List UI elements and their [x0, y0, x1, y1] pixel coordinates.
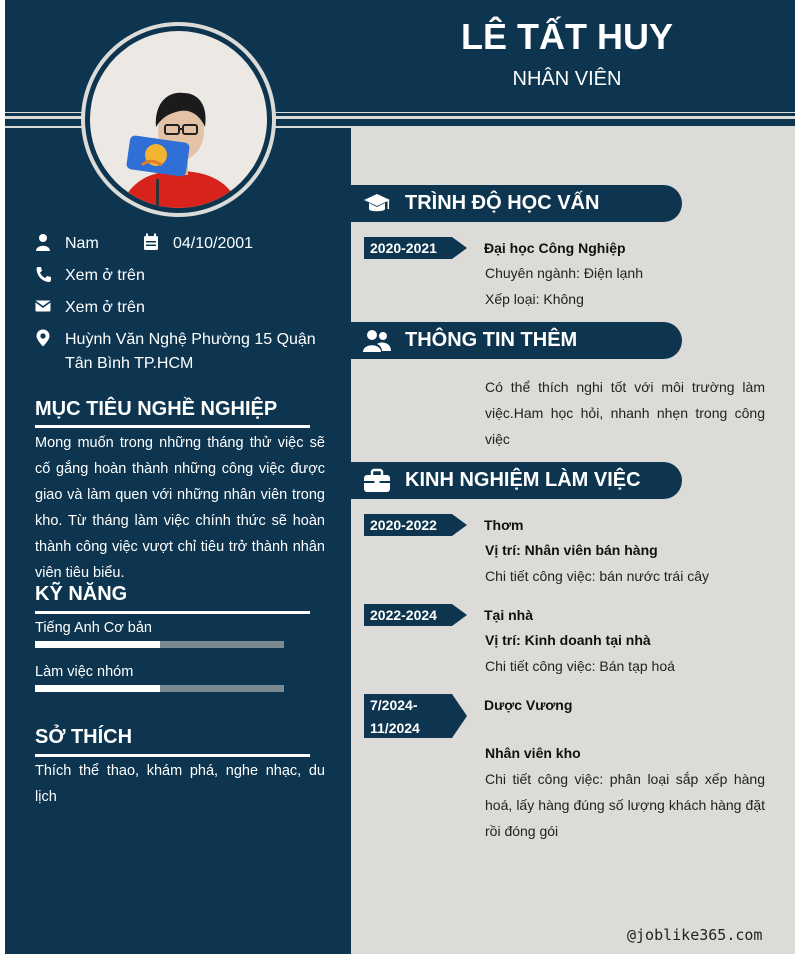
- cv-page: [5, 0, 795, 954]
- job-date-end: 11/2024: [370, 720, 420, 736]
- address-value: Huỳnh Văn Nghệ Phường 15 Quận Tân Bình TP.HCM: [65, 331, 316, 372]
- avatar-frame: [81, 22, 276, 217]
- education-school: Đại học Công Nghiệp: [484, 240, 626, 256]
- objective-heading: MỤC TIÊU NGHỀ NGHIỆP: [35, 398, 278, 420]
- job-detail: Chi tiết công việc: Bán tạp hoá: [485, 658, 675, 674]
- job-position: Vị trí: Nhân viên bán hàng: [485, 542, 658, 558]
- avatar: [90, 31, 267, 208]
- skill-bar: [35, 641, 284, 648]
- person-icon: [35, 233, 51, 251]
- objective-text: Mong muốn trong những tháng thử việc sẽ cố gắng hoàn thành những công việc được giao và làm quen với những nhân viên trong kho. Từ tháng làm việc chính thức sẽ hoàn thành công việc vượt chỉ tiêu trở thành nhân viên tiêu biểu.: [35, 435, 325, 581]
- users-icon: [363, 328, 391, 354]
- skill-fill: [35, 641, 160, 648]
- phone-icon: [35, 265, 51, 283]
- hobbies-divider: [35, 754, 310, 757]
- phone-value: Xem ở trên: [65, 267, 145, 284]
- extra-info-heading: THÔNG TIN THÊM: [405, 329, 578, 351]
- phone-row: [35, 264, 145, 288]
- job-detail: Chi tiết công việc: phân loại sắp xếp hàng hoá, lấy hàng đúng số lượng khách hàng đặt rồi đóng gói: [485, 771, 765, 839]
- birthdate-value: 04/10/2001: [173, 235, 254, 252]
- experience-banner: [351, 462, 682, 499]
- calendar-icon: [143, 233, 159, 251]
- email-row: [35, 296, 145, 320]
- objective-divider: [35, 425, 310, 428]
- candidate-name: LÊ TẤT HUY: [461, 16, 673, 57]
- skill-label: Tiếng Anh Cơ bản: [35, 620, 152, 636]
- skill-bar: [35, 685, 284, 692]
- hobbies-text: Thích thể thao, khám phá, nghe nhạc, du lịch: [35, 763, 325, 805]
- job-position: Nhân viên kho: [485, 745, 581, 761]
- extra-info-banner: [351, 322, 682, 359]
- extra-info-text: Có thể thích nghi tốt với môi trường làm việc.Ham học hỏi, nhanh nhẹn trong công việc: [485, 379, 765, 447]
- profile-photo: [90, 31, 267, 208]
- email-value: Xem ở trên: [65, 299, 145, 316]
- skills-heading: KỸ NĂNG: [35, 583, 128, 605]
- envelope-icon: [35, 297, 51, 315]
- education-date: 2020-2021: [370, 240, 437, 256]
- graduation-cap-icon: [363, 191, 391, 217]
- gender-row: [35, 232, 99, 256]
- education-grade: Xếp loại: Không: [485, 291, 584, 307]
- address-row: [35, 328, 325, 376]
- job-date-start: 7/2024-: [370, 697, 418, 713]
- job-detail: Chi tiết công việc: bán nước trái cây: [485, 568, 709, 584]
- skills-divider: [35, 611, 310, 614]
- education-banner: [351, 185, 682, 222]
- watermark: @joblike365.com: [627, 926, 763, 944]
- hobbies-heading: SỞ THÍCH: [35, 726, 133, 748]
- skill-label: Làm việc nhóm: [35, 664, 134, 680]
- gender-value: Nam: [65, 235, 99, 252]
- candidate-job-title: NHÂN VIÊN: [512, 68, 622, 90]
- location-pin-icon: [35, 329, 51, 347]
- skill-fill: [35, 685, 160, 692]
- education-heading: TRÌNH ĐỘ HỌC VẤN: [405, 192, 600, 214]
- experience-heading: KINH NGHIỆM LÀM VIỆC: [405, 469, 641, 491]
- job-company: Dược Vương: [484, 697, 573, 713]
- job-company: Thơm: [484, 517, 524, 533]
- job-company: Tại nhà: [484, 607, 534, 623]
- birthdate-row: [143, 232, 253, 256]
- briefcase-icon: [363, 468, 391, 494]
- job-date: 2020-2022: [370, 517, 437, 533]
- job-position: Vị trí: Kinh doanh tại nhà: [485, 632, 651, 648]
- education-major: Chuyên ngành: Điện lạnh: [485, 265, 644, 281]
- left-sidebar: [5, 128, 351, 954]
- job-date: 2022-2024: [370, 607, 437, 623]
